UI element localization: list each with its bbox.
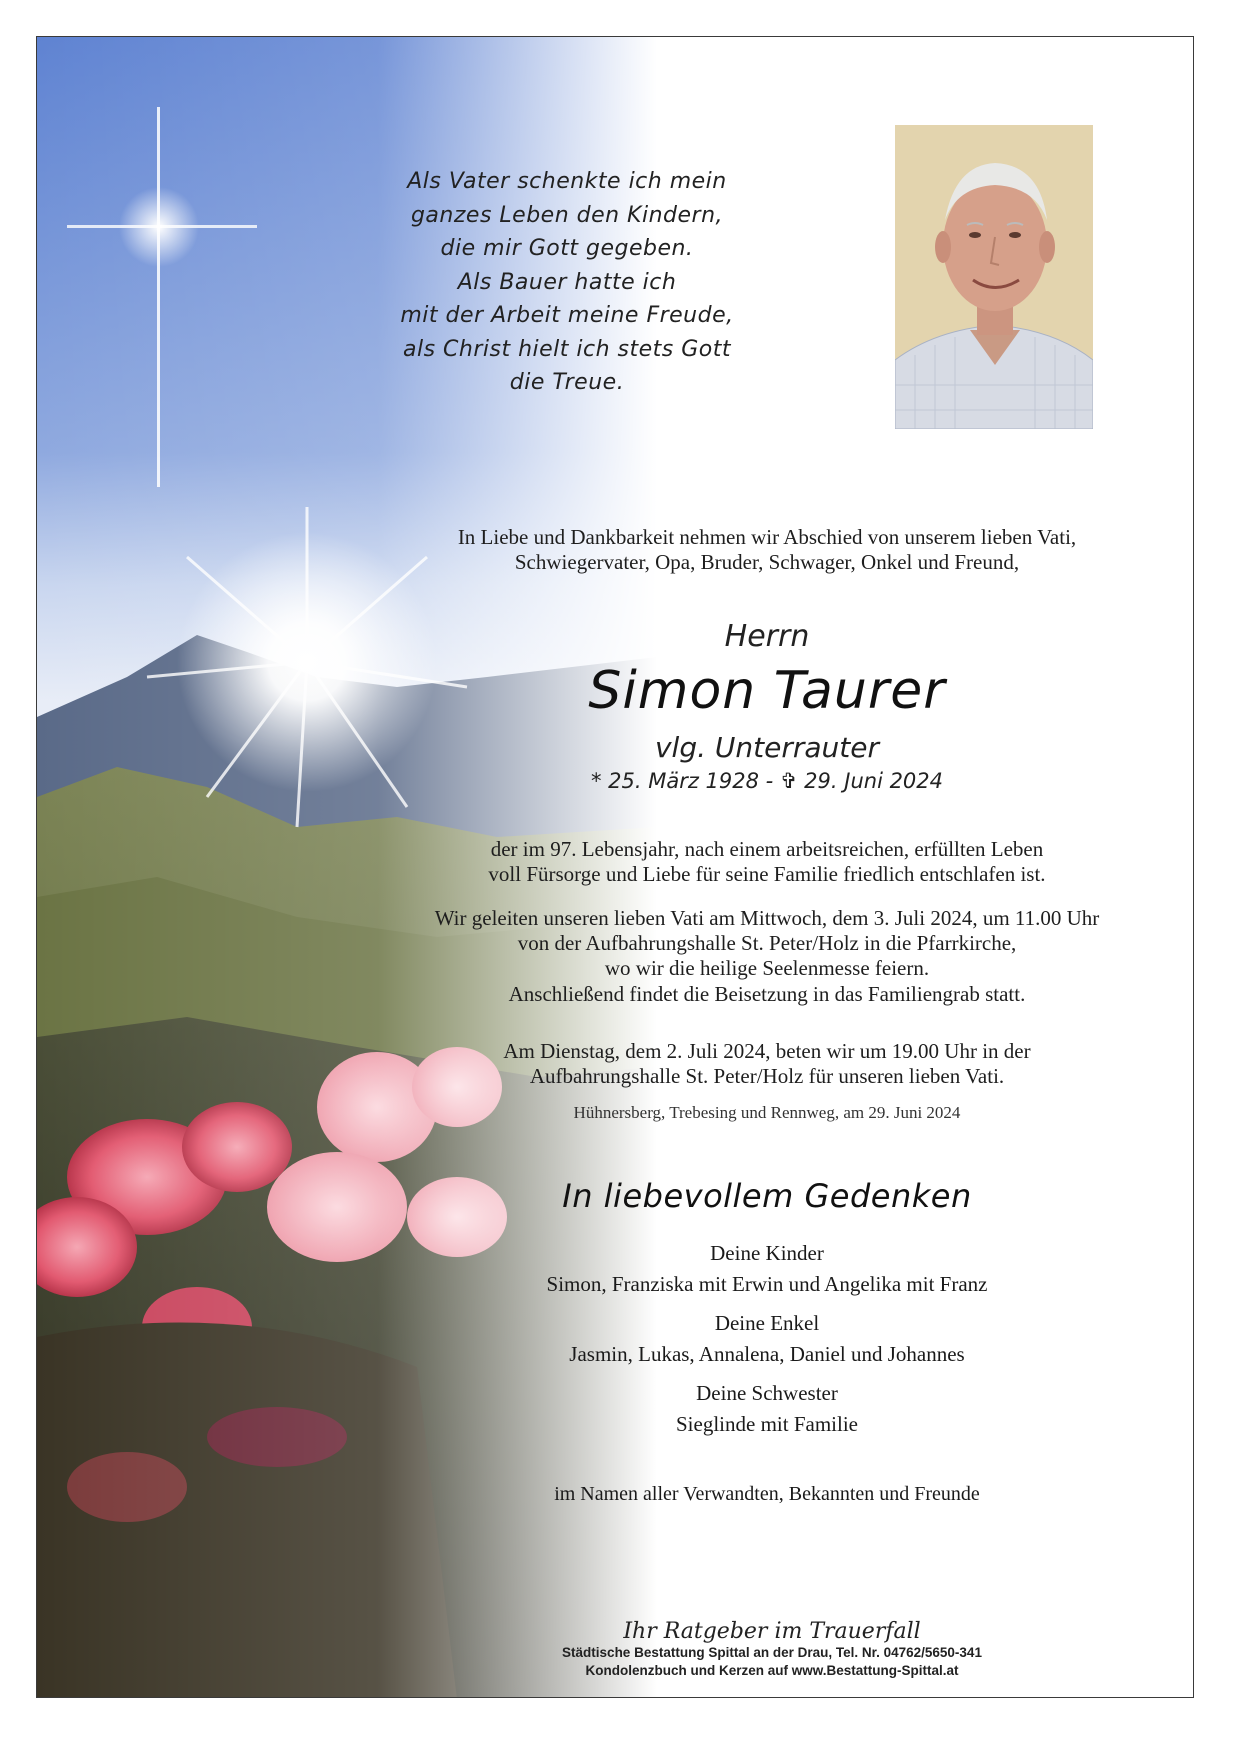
family-names: Jasmin, Lukas, Annalena, Daniel und Johannes <box>569 1342 965 1366</box>
family-names: Simon, Franziska mit Erwin und Angelika mit Franz <box>546 1272 988 1296</box>
farewell-intro <box>367 525 1167 575</box>
burial-paragraph: Anschließend findet die Beisetzung in das Familiengrab statt. <box>508 982 1026 1006</box>
motto-line: Als Bauer hatte ich <box>457 269 677 295</box>
motto-line: mit der Arbeit meine Freude, <box>400 303 734 328</box>
motto-line: als Christ hielt ich stets Gott <box>402 336 732 362</box>
life-dates: * 25. März 1928 - ✞ 29. Juni 2024 <box>590 769 944 793</box>
prayer-paragraph <box>367 1039 1167 1089</box>
paragraph-line: wo wir die heilige Seelenmesse feiern. <box>604 956 930 980</box>
funeral-home-footer <box>487 1619 1057 1680</box>
funeral-home-slogan: Ihr Ratgeber im Trauerfall <box>623 1619 921 1644</box>
deceased-name: Simon Taurer <box>588 661 946 721</box>
funeral-paragraph <box>367 906 1167 981</box>
funeral-home-contact: Städtische Bestattung Spittal an der Drau, Tel. Nr. 04762/5650-341 <box>562 1645 982 1660</box>
family-list <box>367 1238 1167 1440</box>
intro-line: In Liebe und Dankbarkeit nehmen wir Abschied von unserem lieben Vati, <box>457 525 1077 549</box>
motto-line: ganzes Leben den Kindern, <box>410 202 724 228</box>
paragraph-line: Aufbahrungshalle St. Peter/Holz für unseren lieben Vati. <box>529 1064 1005 1088</box>
obituary-card <box>36 36 1194 1698</box>
family-names: Sieglinde mit Familie <box>676 1412 858 1436</box>
funeral-home-website: Kondolenzbuch und Kerzen auf www.Bestattung-Spittal.at <box>585 1663 959 1678</box>
motto-line: Als Vater schenkte ich mein <box>407 169 727 194</box>
family-relation: Deine Schwester <box>696 1381 838 1405</box>
remembrance-heading: In liebevollem Gedenken <box>562 1177 972 1215</box>
closing-line: im Namen aller Verwandten, Bekannten und Freunde <box>554 1483 980 1505</box>
life-paragraph <box>367 837 1167 887</box>
paragraph-line: der im 97. Lebensjahr, nach einem arbeitsreichen, erfüllten Leben <box>490 837 1044 861</box>
intro-line: Schwiegervater, Opa, Bruder, Schwager, Onkel und Freund, <box>514 550 1020 574</box>
motto-line: die mir Gott gegeben. <box>440 236 694 261</box>
paragraph-line: Wir geleiten unseren lieben Vati am Mittwoch, dem 3. Juli 2024, um 11.00 Uhr <box>434 906 1100 930</box>
house-name: vlg. Unterrauter <box>654 731 879 764</box>
paragraph-line: voll Fürsorge und Liebe für seine Familie friedlich entschlafen ist. <box>488 862 1046 886</box>
family-relation: Deine Kinder <box>710 1241 824 1265</box>
family-relation: Deine Enkel <box>714 1311 820 1335</box>
motto-line: die Treue. <box>509 370 625 395</box>
place-and-date: Hühnersberg, Trebesing und Rennweg, am 29. Juni 2024 <box>573 1103 961 1122</box>
memorial-motto <box>367 165 767 400</box>
paragraph-line: von der Aufbahrungshalle St. Peter/Holz in die Pfarrkirche, <box>517 931 1017 955</box>
paragraph-line: Am Dienstag, dem 2. Juli 2024, beten wir um 19.00 Uhr in der <box>503 1039 1031 1063</box>
salutation: Herrn <box>724 619 810 654</box>
portrait-photo <box>895 125 1093 429</box>
